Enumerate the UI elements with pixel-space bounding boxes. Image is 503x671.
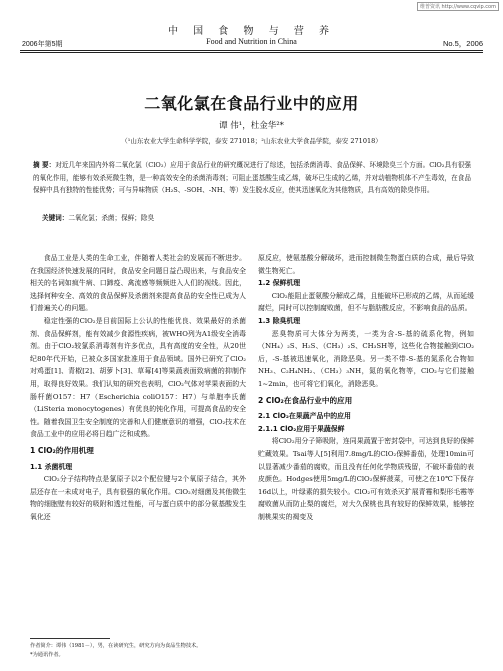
subsection-heading: 2.1.1 ClO₂应用于果蔬保鲜 [258, 424, 345, 433]
section-heading: 1 ClO₂的作用机理 [30, 445, 94, 455]
paragraph: 将ClO₂用分子筛吸附，连同果蔬置于密封袋中，可达到良好的保鲜贮藏效果。Tsai等人[5]利用7.8mg/L的ClO₂保鲜番茄，处理10min可以显著减少番茄的腐败，而且没有任何化学物质残留，不破坏番茄的表皮颜色。Hodges使用5mg/L的ClO₂保鲜菠菜，可使之在10℃下保存16d以上，叶绿素的损失较小。ClO₂可有效杀灭扩展青霉和梨形毛霉等腐败菌从而防止梨的腐烂，对大久保桃也具有较好的保鲜效果，能够控制桃果实的褐变及 [258, 437, 474, 521]
abstract-label: 摘 要： [33, 161, 56, 169]
header-rule [20, 50, 483, 51]
watermark: 维普资讯 http://www.cqvip.com [417, 2, 499, 11]
journal-title-en: Food and Nutrition in China [206, 37, 297, 46]
section-heading: 2 ClO₂在食品行业中的应用 [258, 395, 353, 405]
footnote-rule [30, 638, 110, 639]
header-rule-thin [20, 52, 483, 53]
paragraph: 食品工业是人类的生命工业，伴随着人类社会的发展而不断进步。在我国经济快速发展的同时，食品安全问题日益凸现出来，与食品安全相关的名词如疯牛病、口蹄疫、禽流感等频频进入人们的视线。因此，选择何种安全、高效的食品保鲜及杀菌剂来提高食品的安全性已成为人们普遍关心的问题。 [30, 254, 246, 313]
footnote-author: 作者简介：谭伟（1981－），男，在读研究生，研究方向为食品生物技术。 [30, 643, 202, 649]
subsection-heading: 1.2 保鲜机理 [258, 279, 301, 288]
paragraph: 原反应，使氨基酸分解破坏，进而控制微生物蛋白质的合成，最后导致微生物死亡。 [258, 254, 474, 275]
keywords [42, 212, 154, 222]
article-title: 二氧化氯在食品行业中的应用 [144, 94, 359, 113]
paragraph: 稳定性强的ClO₂是目前国际上公认的性能优良、效果最好的杀菌剂、食品保鲜剂，能有效减少食源性疾病，被WHO列为A1级安全消毒剂。由于ClO₂较氯系消毒剂有许多优点，具有高度的安全性，从20世纪80年代开始，已被众多国家批准用于食品领域。国外已研究了ClO₂对鸡蛋[1]、青椒[2]、胡萝卜[3]、草莓[4]等果蔬表面致病菌的抑制作用，取得良好效果。我们认知的研究也表明，ClO₂气体对苹果表面的大肠杆菌O157：H7（Escherichia coliO157：H7）与单胞李氏菌（LiSteria monocytogenes）有优良的钝化作用，可提高食品的安全性。随着我国卫生安全制度的完善和人们健康意识的增强，ClO₂技术在食品工业中的应用必将日趋广泛和成熟。 [30, 316, 246, 439]
left-column [30, 252, 246, 523]
subsection-heading: 2.1 ClO₂在果蔬产品中的应用 [258, 412, 351, 421]
affiliation: （¹山东农业大学生命科学学院，泰安 271018；²山东农业大学食品学院，泰安 271018） [121, 137, 382, 145]
issue-label-left: 2006年第5期 [22, 41, 63, 48]
keywords-text: 二氧化氯；杀菌；保鲜；除臭 [68, 214, 155, 222]
abstract [33, 159, 471, 197]
paragraph: ClO₂能阻止蛋氨酸分解成乙烯，且能破坏已形成的乙烯，从而延缓腐烂，同时可以控制腐败菌，但不与脂肪酸反应，不影响食品的品质。 [258, 291, 474, 313]
footnotes [30, 642, 201, 660]
paragraph: 恶臭物质可大体分为两类，一类为含-S-基的硫系化物，例如（NH₄）₂S、H₂S、（CH₃）₂S、CH₃SH等，这些化合物接触到ClO₂后，-S-基被迅速氧化，消除恶臭。另一类不带-S-基的氮系化合物如NH₃、C₂H₄NH₂、（CH₃）₃NH，氮的氧化物等，ClO₂与它们接触1~2min，也可将它们氧化，消除恶臭。 [258, 329, 474, 388]
right-column [258, 252, 474, 523]
subsection-heading: 1.3 除臭机理 [258, 316, 301, 325]
authors: 谭 伟¹，杜金华²* [219, 121, 284, 131]
paragraph: ClO₂分子结构特点是氯原子以2个配位键与2个氧原子结合，其外层还存在一未成对电子，具有很强的氧化作用。ClO₂对细菌及其他微生物的细胞壁有较好的吸附和透过性能，可与蛋白质中的部分氨基酸发生氧化还 [30, 475, 246, 521]
subsection-heading: 1.1 杀菌机理 [30, 462, 73, 471]
journal-title-cn: 中 国 食 物 与 营 养 [167, 26, 336, 37]
keywords-label: 关键词： [42, 214, 69, 222]
footnote-corresponding: *为通讯作者。 [30, 652, 64, 658]
issue-label-right: No.5，2006 [442, 39, 483, 48]
abstract-text: 对近几年来国内外将二氧化氯（ClO₂）应用于食品行业的研究概况进行了综述，包括杀菌消毒、食品保鲜、环境除臭三个方面。ClO₂具有很强的氧化作用，能够有效杀死微生物，是一种高效安全的杀菌消毒剂；可阻止蛋基酸生成乙烯，破坏已生成的乙烯，并对动植物机体不产生毒效，在食品保鲜中具有独特的性能优势；可与异味物质（H₂S、-SOH、-NH、等）发生脱水反应，使其迅速氧化为其他物质，具有高效的除臭作用。 [33, 161, 472, 195]
